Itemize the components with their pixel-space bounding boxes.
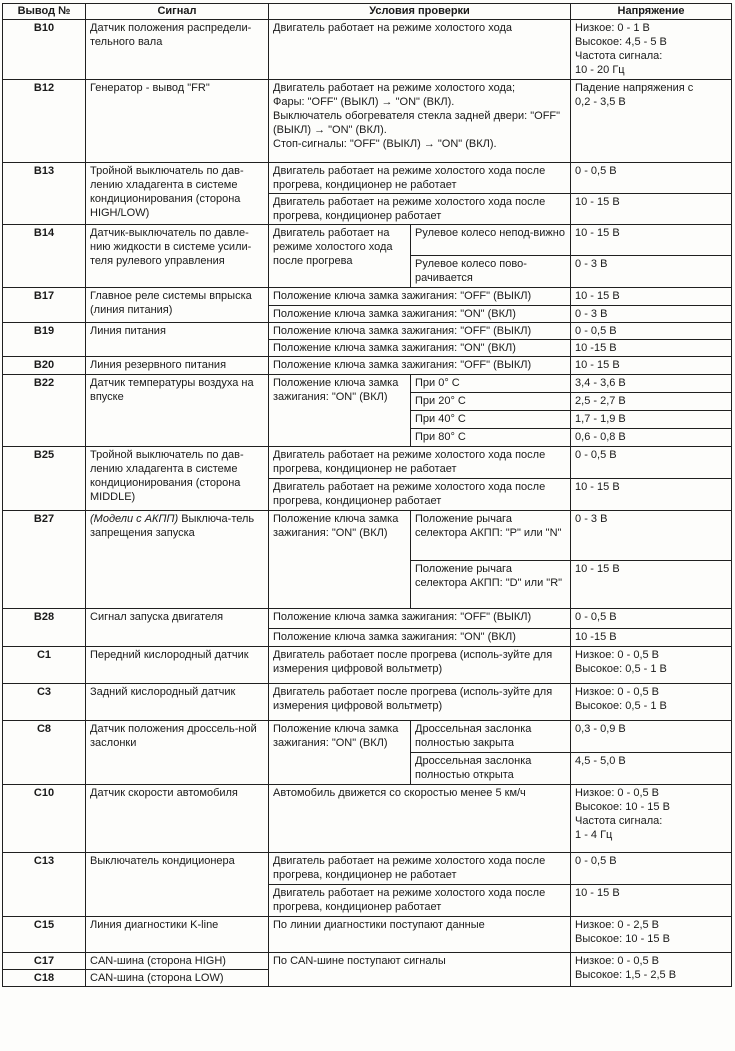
subcondition-cell: При 20° С [411, 393, 571, 411]
condition-cell: Двигатель работает на режиме холостого хода после прогрева, кондиционер работает [269, 479, 571, 511]
signal-cell: Линия питания [86, 323, 269, 357]
voltage-cell: 10 - 15 В [571, 194, 732, 225]
table-row-b14 [3, 225, 732, 256]
voltage-line: Низкое: 0 - 0,5 В [575, 787, 660, 799]
signal-italic: (Модели с АКПП) [90, 513, 179, 525]
voltage-line: Высокое: 1,5 - 2,5 В [575, 969, 677, 981]
condition-cell: Двигатель работает на режиме холостого хода после прогрева, кондиционер не работает [269, 447, 571, 479]
voltage-line: Падение напряжения с [575, 82, 694, 94]
voltage-cell: 1,7 - 1,9 В [571, 411, 732, 429]
voltage-line: Низкое: 0 - 2,5 В [575, 919, 660, 931]
voltage-line: 0,2 - 3,5 В [575, 96, 626, 108]
header-voltage: Напряжение [571, 4, 732, 20]
voltage-line: Низкое: 0 - 0,5 В [575, 955, 660, 967]
voltage-line: 10 - 20 Гц [575, 64, 625, 76]
voltage-line: Низкое: 0 - 1 В [575, 22, 650, 34]
voltage-cell: 0 - 0,5 В [571, 609, 732, 629]
pin-cell: B14 [3, 225, 86, 288]
table-row-c8 [3, 721, 732, 753]
voltage-cell: 10 -15 В [571, 340, 732, 357]
table-row-b22 [3, 375, 732, 393]
voltage-cell [571, 647, 732, 684]
voltage-line: Высокое: 10 - 15 В [575, 933, 670, 945]
pin-cell: C8 [3, 721, 86, 785]
voltage-cell: 0 - 3 В [571, 256, 732, 288]
condition-cell: Положение ключа замка зажигания: "ON" (ВКЛ) [269, 375, 411, 447]
voltage-cell: 4,5 - 5,0 В [571, 753, 732, 785]
signal-cell: Датчик-выключатель по давле-нию жидкости в системе усили-теля рулевого управления [86, 225, 269, 288]
subcondition-cell: Положение рычага селектора АКПП: "P" или "N" [411, 511, 571, 561]
table-row-b10 [3, 20, 732, 80]
signal-cell: Тройной выключатель по дав-лению хладагента в системе кондиционирования (сторона HIGH/LOW) [86, 163, 269, 225]
condition-line: Фары: "OFF" (ВЫКЛ) → "ON" (ВКЛ). [273, 96, 455, 108]
signal-cell: Линия резервного питания [86, 357, 269, 375]
voltage-cell [571, 953, 732, 987]
voltage-cell: 3,4 - 3,6 В [571, 375, 732, 393]
condition-cell: Положение ключа замка зажигания: "OFF" (ВЫКЛ) [269, 288, 571, 306]
pin-cell: B25 [3, 447, 86, 511]
table-row-c1 [3, 647, 732, 684]
voltage-line: Низкое: 0 - 0,5 В [575, 649, 660, 661]
subcondition-cell: Дроссельная заслонка полностью открыта [411, 753, 571, 785]
signal-cell: Генератор - вывод "FR" [86, 80, 269, 163]
pin-cell: B10 [3, 20, 86, 80]
condition-cell: Положение ключа замка зажигания: "ON" (ВКЛ) [269, 721, 411, 785]
voltage-cell: 0 - 0,5 В [571, 447, 732, 479]
condition-cell: Двигатель работает после прогрева (исполь-зуйте для измерения цифровой вольтметр) [269, 647, 571, 684]
voltage-cell: 2,5 - 2,7 В [571, 393, 732, 411]
table-row-c3 [3, 684, 732, 721]
voltage-line: Высокое: 10 - 15 В [575, 801, 670, 813]
pin-voltage-table [2, 3, 732, 987]
signal-cell: Выключатель кондиционера [86, 853, 269, 917]
table-row-b17 [3, 288, 732, 306]
voltage-cell: 0,3 - 0,9 В [571, 721, 732, 753]
table-row-b25 [3, 447, 732, 479]
table-row-b20 [3, 357, 732, 375]
signal-cell: CAN-шина (сторона LOW) [86, 970, 269, 987]
signal-text: Выключа-тель запрещения запуска [90, 513, 255, 539]
condition-line: Двигатель работает на режиме холостого хода; [273, 82, 516, 94]
condition-cell: Двигатель работает на режиме холостого хода [269, 20, 571, 80]
pin-cell: C17 [3, 953, 86, 970]
pin-cell: B17 [3, 288, 86, 323]
voltage-line: Частота сигнала: [575, 815, 663, 827]
condition-line: Стоп-сигналы: "OFF" (ВЫКЛ) → "ON" (ВКЛ). [273, 138, 497, 150]
voltage-cell: 0 - 0,5 В [571, 853, 732, 885]
voltage-cell: 0 - 0,5 В [571, 163, 732, 194]
table-row-c13 [3, 853, 732, 885]
condition-line: Выключатель обогревателя стекла задней двери: "OFF" (ВЫКЛ) → "ON" (ВКЛ). [273, 110, 561, 136]
condition-cell: Положение ключа замка зажигания: "ON" (ВКЛ) [269, 511, 411, 609]
condition-cell: Двигатель работает на режиме холостого хода после прогрева, кондиционер не работает [269, 163, 571, 194]
pin-cell: C3 [3, 684, 86, 721]
subcondition-cell: Рулевое колесо непод-вижно [411, 225, 571, 256]
signal-cell: CAN-шина (сторона HIGH) [86, 953, 269, 970]
table-row-c15 [3, 917, 732, 953]
voltage-cell [571, 20, 732, 80]
signal-cell: Датчик температуры воздуха на впуске [86, 375, 269, 447]
condition-cell: По линии диагностики поступают данные [269, 917, 571, 953]
voltage-cell: 0 - 3 В [571, 306, 732, 323]
signal-cell: Датчик скорости автомобиля [86, 785, 269, 853]
condition-cell: Положение ключа замка зажигания: "ON" (ВКЛ) [269, 629, 571, 647]
voltage-line: Высокое: 4,5 - 5 В [575, 36, 667, 48]
condition-cell: Двигатель работает на режиме холостого хода после прогрева, кондиционер не работает [269, 853, 571, 885]
voltage-cell: 10 - 15 В [571, 357, 732, 375]
voltage-line: Частота сигнала: [575, 50, 663, 62]
voltage-cell [571, 917, 732, 953]
signal-cell: Датчик положения дроссель-ной заслонки [86, 721, 269, 785]
voltage-line: Высокое: 0,5 - 1 В [575, 700, 667, 712]
signal-cell: Сигнал запуска двигателя [86, 609, 269, 647]
voltage-cell: 10 - 15 В [571, 561, 732, 609]
voltage-cell: 0 - 3 В [571, 511, 732, 561]
condition-cell: Положение ключа замка зажигания: "OFF" (ВЫКЛ) [269, 357, 571, 375]
voltage-cell: 0,6 - 0,8 В [571, 429, 732, 447]
table-row-c17 [3, 953, 732, 970]
table-row-b13 [3, 163, 732, 194]
condition-cell: Двигатель работает на режиме холостого хода после прогрева, кондиционер работает [269, 194, 571, 225]
signal-cell: Передний кислородный датчик [86, 647, 269, 684]
table-row-b28 [3, 609, 732, 629]
pin-cell: B13 [3, 163, 86, 225]
pin-cell: C15 [3, 917, 86, 953]
subcondition-cell: При 0° С [411, 375, 571, 393]
signal-cell: Линия диагностики K-line [86, 917, 269, 953]
pin-cell: C1 [3, 647, 86, 684]
table-row-b19 [3, 323, 732, 340]
condition-cell: Двигатель работает на режиме холостого хода после прогрева [269, 225, 411, 288]
subcondition-cell: Рулевое колесо пово-рачивается [411, 256, 571, 288]
signal-cell [86, 511, 269, 609]
table-row-b12 [3, 80, 732, 163]
table-header-row [3, 4, 732, 20]
voltage-cell [571, 80, 732, 163]
voltage-cell: 10 - 15 В [571, 479, 732, 511]
condition-cell [269, 80, 571, 163]
header-conditions: Условия проверки [269, 4, 571, 20]
pin-cell: B27 [3, 511, 86, 609]
subcondition-cell: Дроссельная заслонка полностью закрыта [411, 721, 571, 753]
condition-cell: Положение ключа замка зажигания: "ON" (ВКЛ) [269, 306, 571, 323]
pin-cell: B19 [3, 323, 86, 357]
voltage-line: Низкое: 0 - 0,5 В [575, 686, 660, 698]
voltage-cell: 10 - 15 В [571, 885, 732, 917]
condition-cell: Положение ключа замка зажигания: "OFF" (ВЫКЛ) [269, 323, 571, 340]
pin-cell: C13 [3, 853, 86, 917]
pin-cell: B20 [3, 357, 86, 375]
condition-cell: Двигатель работает на режиме холостого хода после прогрева, кондиционер работает [269, 885, 571, 917]
pin-cell: B28 [3, 609, 86, 647]
signal-cell: Тройной выключатель по дав-лению хладагента в системе кондиционирования (сторона MIDDLE) [86, 447, 269, 511]
condition-cell: Положение ключа замка зажигания: "ON" (ВКЛ) [269, 340, 571, 357]
signal-cell: Датчик положения распредели-тельного вала [86, 20, 269, 80]
voltage-line: Высокое: 0,5 - 1 В [575, 663, 667, 675]
voltage-cell: 0 - 0,5 В [571, 323, 732, 340]
subcondition-cell: При 80° С [411, 429, 571, 447]
condition-cell: Двигатель работает после прогрева (исполь-зуйте для измерения цифровой вольтметр) [269, 684, 571, 721]
signal-cell: Задний кислородный датчик [86, 684, 269, 721]
voltage-cell: 10 -15 В [571, 629, 732, 647]
signal-cell: Главное реле системы впрыска (линия питания) [86, 288, 269, 323]
pin-cell: C18 [3, 970, 86, 987]
voltage-line: 1 - 4 Гц [575, 829, 613, 841]
subcondition-cell: При 40° С [411, 411, 571, 429]
table-row-b27 [3, 511, 732, 561]
condition-cell: Автомобиль движется со скоростью менее 5 км/ч [269, 785, 571, 853]
header-pin: Вывод № [3, 4, 86, 20]
voltage-cell [571, 684, 732, 721]
voltage-cell: 10 - 15 В [571, 225, 732, 256]
condition-cell: Положение ключа замка зажигания: "OFF" (ВЫКЛ) [269, 609, 571, 629]
voltage-cell: 10 - 15 В [571, 288, 732, 306]
pin-cell: B22 [3, 375, 86, 447]
pin-cell: C10 [3, 785, 86, 853]
subcondition-cell: Положение рычага селектора АКПП: "D" или "R" [411, 561, 571, 609]
table-row-c10 [3, 785, 732, 853]
condition-cell: По CAN-шине поступают сигналы [269, 953, 571, 987]
voltage-cell [571, 785, 732, 853]
header-signal: Сигнал [86, 4, 269, 20]
pin-cell: B12 [3, 80, 86, 163]
